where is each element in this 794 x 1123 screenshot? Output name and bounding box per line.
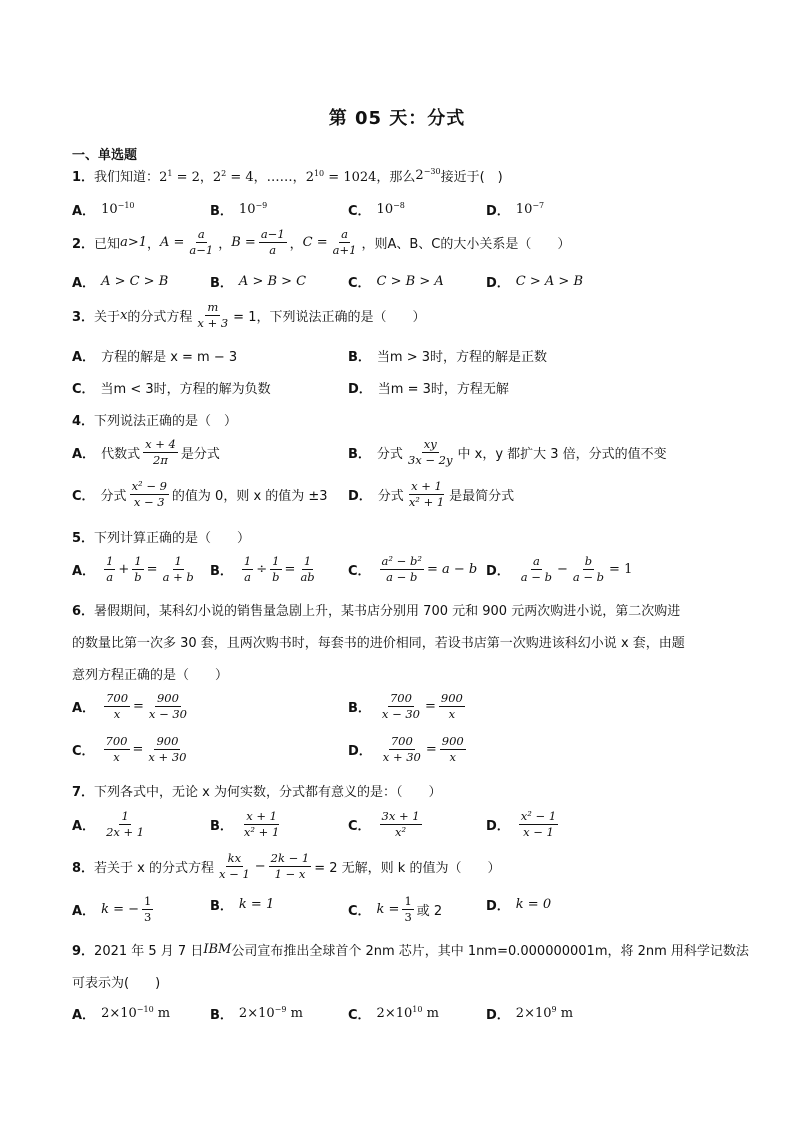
q3-option-d[interactable]: D． 当m = 3时，方程无解 [348, 382, 509, 397]
q2-option-d[interactable]: D． C > A > B [486, 274, 583, 291]
q8-option-a[interactable]: A． k = − $\frac{1}{3}$ [72, 894, 152, 924]
q9-option-a[interactable]: A． $2\times 10^{-10}$ m [72, 1005, 171, 1023]
q1-option-c[interactable]: C． $10^{-8}$ [348, 201, 405, 219]
question-8: 8． 若关于 x 的分式方程 $\frac{kx}{x - 1}$ − $\frac{2k - 1}{1 - x}$ = 2 无解，则 k 的值为（ ） [72, 851, 501, 881]
q7-option-c[interactable]: C． $\frac{3x + 1}{\text{x²}}$ [348, 809, 420, 839]
q6-option-b[interactable]: B． $\frac{700}{x - 30}$ = $\frac{900}{x}$ [348, 691, 463, 721]
q1-pow3: $2^{10} = 1024$，那么 [305, 169, 416, 185]
q6-option-a[interactable]: A． $\frac{700}{x}$ = $\frac{900}{x - 30}$ [72, 691, 187, 721]
q6-line-3: 意列方程正确的是（ ） [72, 668, 229, 683]
q2-option-a[interactable]: A． A > C > B [72, 274, 169, 291]
q9-option-c[interactable]: C． $2\times 10^{10}$ m [348, 1005, 439, 1023]
q3-option-a[interactable]: A． 方程的解是 x = m − 3 [72, 350, 238, 365]
q1-option-a[interactable]: A． $10^{-10}$ [72, 201, 135, 219]
q5-option-b[interactable]: B． $\frac{1}{a}$ ÷ $\frac{1}{b}$ = $\frac{1}{ab}$ [210, 554, 315, 584]
q1-text: 我们知道： [94, 170, 160, 185]
q6-option-c[interactable]: C． $\frac{700}{x}$ = $\frac{900}{x + 30}$ [72, 734, 187, 764]
q3-option-b[interactable]: B． 当m > 3时，方程的解是正数 [348, 350, 548, 365]
q1-pow4: $2^{-30}$ [415, 167, 441, 183]
q2-option-b[interactable]: B． A > B > C [210, 274, 307, 291]
q1-number: 1． [72, 170, 95, 185]
q2-fraction-c: $\frac{a}{a+1}$ [332, 227, 357, 257]
question-4: 4． 下列说法正确的是（ ） [72, 414, 238, 429]
q6-line-2: 的数量比第一次多 30 套，且两次购书时，每套书的进价相同，若设书店第一次购进该科幻小说 x 套，由题 [72, 636, 685, 651]
q1-pow2: $2^2 = 4$，……， [212, 169, 306, 185]
question-6: 6． 暑假期间，某科幻小说的销售量急剧上升，某书店分别用 700 元和 900 元两次购进小说，第二次购进 [72, 604, 681, 619]
question-5: 5． 下列计算正确的是（ ） [72, 531, 251, 546]
q1-text-end: 接近于( ) [440, 170, 503, 185]
q6-option-d[interactable]: D． $\frac{700}{x + 30}$ = $\frac{900}{x}$ [348, 734, 464, 764]
q9-option-b[interactable]: B． $2\times 10^{-9}$ m [210, 1005, 303, 1023]
q5-option-d[interactable]: D． $\frac{a}{a - b}$ − $\frac{b}{a - b}$ = 1 [486, 554, 633, 584]
q5-option-c[interactable]: C． $\frac{\text{a² − b²}}{a - b}$ = a − b [348, 554, 478, 584]
q2-option-c[interactable]: C． C > B > A [348, 274, 444, 291]
q9-option-d[interactable]: D． $2\times 10^9$ m [486, 1005, 574, 1023]
q3-option-c[interactable]: C． 当m < 3时，方程的解为负数 [72, 382, 271, 397]
question-1 [72, 166, 503, 185]
q8-option-d[interactable]: D． k = 0 [486, 897, 552, 914]
q8-option-c[interactable]: C． k = $\frac{1}{3}$ 或 2 [348, 894, 443, 924]
section-heading: 一、单选题 [72, 148, 138, 163]
q9-line-2: 可表示为( ) [72, 976, 161, 991]
q2-fraction-b: $\frac{a-1}{a}$ [260, 227, 285, 257]
question-2: 2． 已知 a>1 ， A = $\frac{a}{a-1}$ ， B = $\frac{a-1}{a}$ ， C = $\frac{a}{a+1}$ ，则A、B、C的大小关系是（ ） [72, 227, 571, 257]
q4-option-d[interactable]: D． 分式 $\frac{x + 1}{\text{x² + 1}}$ 是最简分式 [348, 479, 515, 509]
q1-pow1: $2^1 = 2$， [159, 169, 213, 185]
q1-option-b[interactable]: B． $10^{-9}$ [210, 201, 268, 219]
q2-fraction-a: $\frac{a}{a-1}$ [189, 227, 214, 257]
q4-option-c[interactable]: C． 分式 $\frac{\text{x² − 9}}{x - 3}$ 的值为 0，则 x 的值为 ±3 [72, 479, 328, 509]
page-title: 第 05 天：分式 [328, 108, 466, 129]
q1-option-d[interactable]: D． $10^{-7}$ [486, 201, 545, 219]
q3-fraction: $\frac{m}{x + 3}$ [197, 300, 229, 330]
question-9: 9． 2021 年 5 月 7 日 IBM 公司宣布推出全球首个 2nm 芯片，其中 1nm=0.000000001m，将 2nm 用科学记数法 [72, 942, 749, 959]
q4-option-a[interactable]: A． 代数式 $\frac{x + 4}{2\pi}$ 是分式 [72, 437, 220, 467]
q8-option-b[interactable]: B． k = 1 [210, 897, 275, 914]
question-7: 7． 下列各式中，无论 x 为何实数，分式都有意义的是：（ ） [72, 785, 442, 800]
q5-option-a[interactable]: A． $\frac{1}{a}$ + $\frac{1}{b}$ = $\frac{1}{a + b}$ [72, 554, 194, 584]
q7-option-a[interactable]: A． $\frac{1}{2x + 1}$ [72, 809, 145, 839]
question-3: 3． 关于 x 的分式方程 $\frac{m}{x + 3}$ = 1，下列说法正确的是（ ） [72, 300, 426, 330]
q7-option-b[interactable]: B． $\frac{x + 1}{\text{x² + 1}}$ [210, 809, 280, 839]
q7-option-d[interactable]: D． $\frac{\text{x² − 1}}{x - 1}$ [486, 809, 557, 839]
q4-option-b[interactable]: B． 分式 $\frac{xy}{3x - 2y}$ 中 x，y 都扩大 3 倍，分式的值不变 [348, 437, 667, 467]
